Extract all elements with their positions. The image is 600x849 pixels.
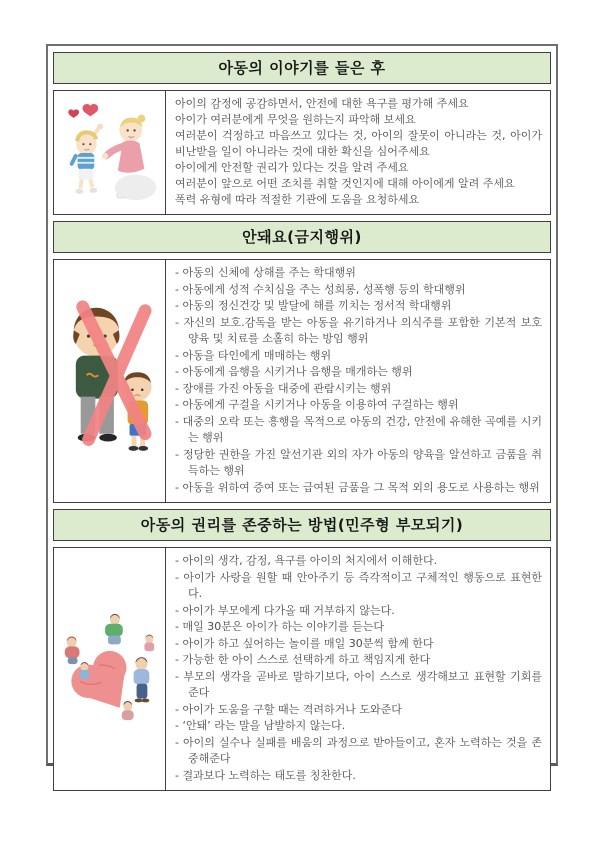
section-header-prohibited-acts	[53, 221, 551, 253]
section-content-after-listening	[53, 90, 551, 215]
document-border-frame	[46, 44, 558, 782]
illustration-cell	[54, 548, 166, 790]
section-item-list	[166, 548, 550, 790]
list-item: - 아이의 실수나 실패를 배움의 과정으로 받아들이고, 혼자 노력하는 것을 존중해준다	[175, 735, 542, 765]
section-title: 아동의 권리를 존중하는 방법(민주형 부모되기)	[140, 516, 464, 534]
list-item: - 매일 30분은 아이가 하는 이야기를 듣는다	[175, 620, 384, 633]
section-header-respect-child-rights	[53, 509, 551, 541]
illustration-cell	[54, 260, 166, 502]
list-item: - ‘안돼’ 라는 말을 남발하지 않는다.	[175, 719, 346, 732]
list-item: 폭력 유형에 따라 적절한 기관에 도움을 요청하세요	[175, 193, 420, 206]
list-item: - 가능한 한 아이 스스로 선택하게 하고 책임지게 한다	[175, 653, 431, 666]
section-item-list	[166, 91, 550, 214]
illustration-cell	[54, 91, 166, 214]
section-content-respect-child-rights	[53, 547, 551, 791]
list-item: 여러분이 걱정하고 마음쓰고 있다는 것, 아이의 잘못이 아니라는 것, 아이가 비난받을 일이 아니라는 것에 대한 확신을 심어주세요	[175, 129, 542, 158]
list-item: 아이에게 안전할 권리가 있다는 것을 알려 주세요	[175, 161, 409, 174]
mother-and-toddler-with-hearts-illustration	[60, 97, 160, 209]
list-item: - 아동을 위하여 증여 또는 급여된 금품을 그 목적 외의 용도로 사용하는 행위	[175, 480, 540, 494]
section-title: 안돼요(금지행위)	[242, 228, 362, 246]
section-content-prohibited-acts	[53, 259, 551, 503]
list-item: - 대중의 오락 또는 흥행을 목적으로 아동의 건강, 안전에 유해한 곡예를 시키는 행위	[175, 414, 542, 444]
section-item-list	[166, 260, 550, 502]
list-item: - 아동의 신체에 상해를 주는 학대행위	[175, 266, 356, 279]
list-item: - 아동에게 성적 수치심을 주는 성희롱, 성폭행 등의 학대행위	[175, 282, 466, 296]
section-header-after-listening	[53, 52, 551, 84]
section-title: 아동의 이야기를 들은 후	[218, 59, 386, 77]
list-item: - 아동의 정신건강 및 발달에 해를 끼치는 정서적 학대행위	[175, 299, 452, 312]
list-item: - 아이가 도움을 구할 때는 격려하거나 도와준다	[175, 702, 402, 716]
list-item: - 아동에게 구걸을 시키거나 아동을 이용하여 구걸하는 행위	[175, 398, 459, 411]
list-item: 여러분이 앞으로 어떤 조치를 취할 것인지에 대해 아이에게 알려 주세요	[175, 177, 515, 190]
list-item: - 아동에게 음행을 시키거나 음행을 매개하는 행위	[175, 365, 413, 378]
list-item: - 아이가 부모에게 다가올 때 거부하지 않는다.	[175, 603, 395, 617]
list-item: - 장애를 가진 아동을 대중에 관람시키는 행위	[175, 381, 392, 395]
list-item: - 자신의 보호.감독을 받는 아동을 유기하거나 의식주를 포함한 기본적 보호양육 및 치료를 소홀히 하는 방임 행위	[175, 315, 542, 345]
list-item: - 아이가 사랑을 원할 때 안아주기 등 즉각적이고 구체적인 행동으로 표현한다.	[175, 570, 542, 600]
list-item: 아이가 여러분에게 무엇을 원하는지 파악해 보세요	[175, 113, 416, 126]
people-around-heart-illustration	[58, 610, 162, 728]
adult-and-child-with-red-x-illustration	[58, 297, 162, 465]
list-item: - 아이가 하고 싶어하는 놀이를 매일 30분씩 함께 한다	[175, 636, 434, 650]
list-item: 아이의 감정에 공감하면서, 안전에 대한 욕구를 평가해 주세요	[175, 97, 469, 110]
list-item: - 아동을 타인에게 매매하는 행위	[175, 348, 332, 362]
list-item: - 부모의 생각을 곧바로 말하기보다, 아이 스스로 생각해보고 표현할 기회를 준다	[175, 669, 542, 699]
list-item: - 아이의 생각, 감정, 욕구를 아이의 처지에서 이해한다.	[175, 554, 438, 567]
list-item: - 정당한 권한을 가진 알선기관 외의 자가 아동의 양육을 알선하고 금품을 취득하는 행위	[175, 447, 542, 477]
list-item: - 결과보다 노력하는 태도를 칭찬한다.	[175, 768, 356, 782]
